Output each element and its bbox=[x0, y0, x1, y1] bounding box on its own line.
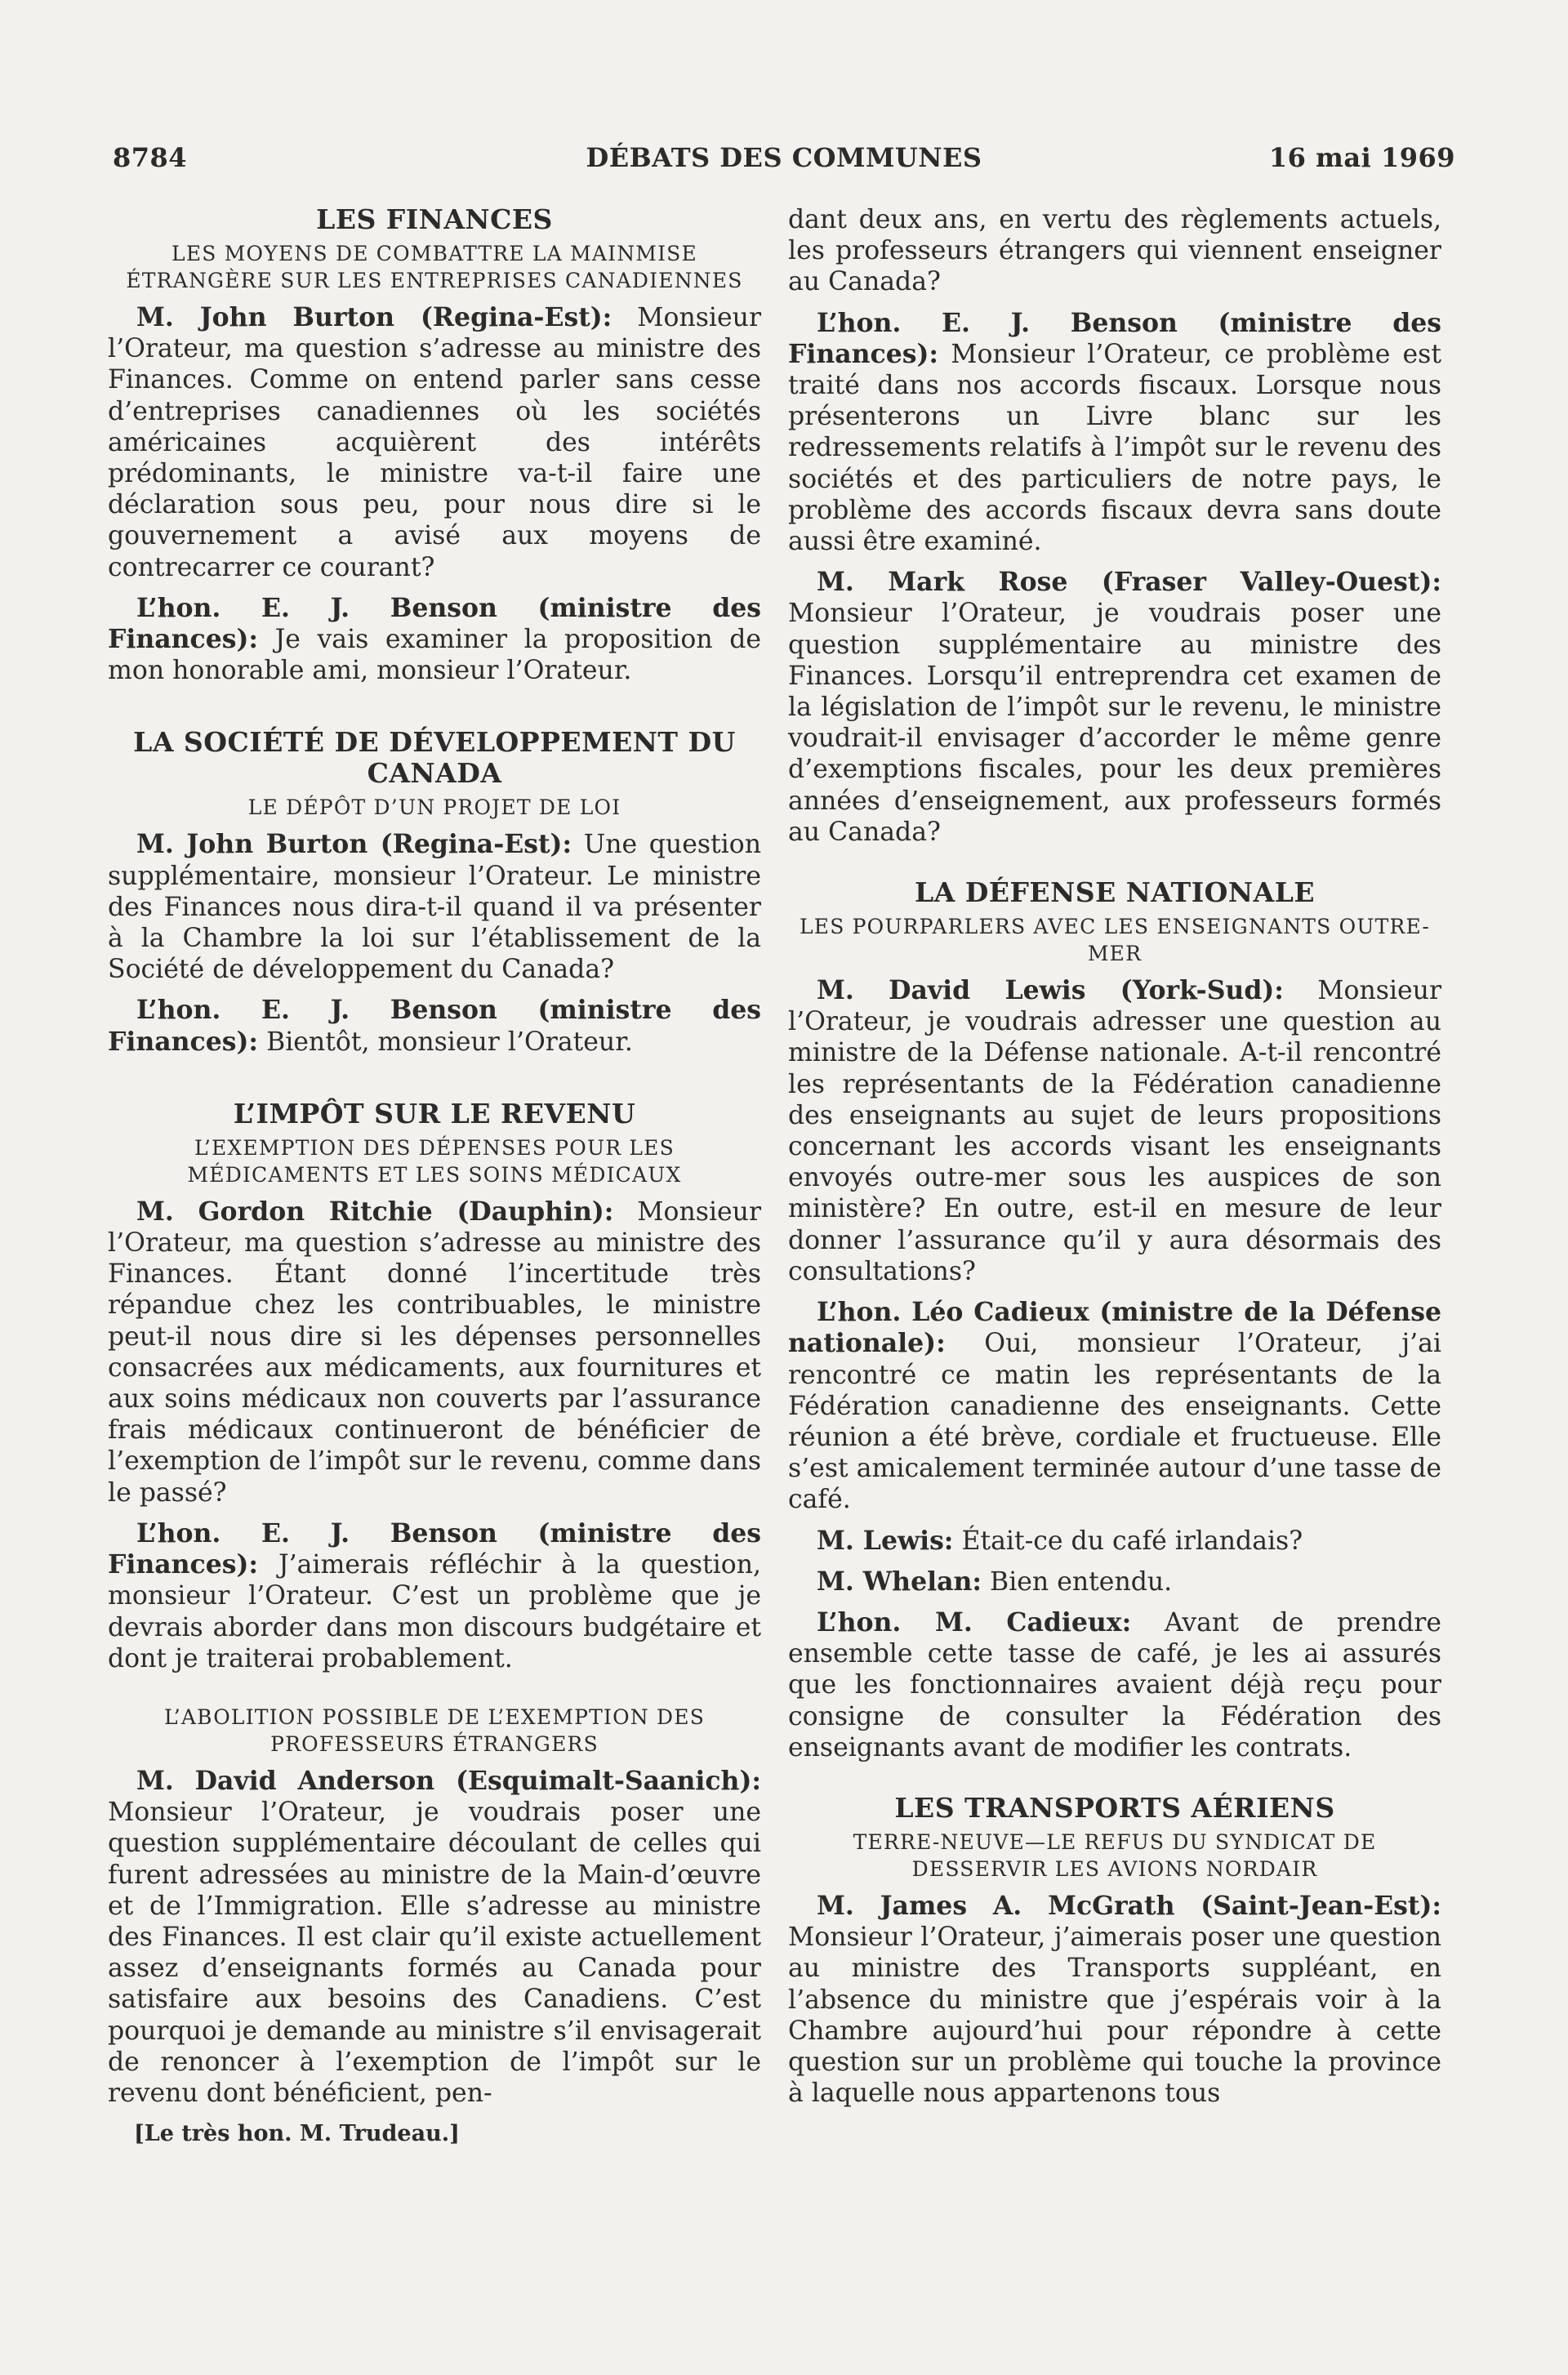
speaker: L’hon. M. Cadieux: bbox=[817, 1606, 1132, 1638]
page-header bbox=[113, 139, 1455, 176]
speech: Monsieur l’Orateur, je voudrais poser une question supplémentaire au ministre des Finances. Lorsqu’il entreprendra cet examen de la législation de l’impôt sur le revenu, le ministre voudrait-il envisager d’accorder le même genre d’exemptions fiscales, pour les deux premières années d’enseignement, aux professeurs formés au Canada? bbox=[788, 599, 1441, 847]
paragraph bbox=[108, 302, 761, 583]
paragraph bbox=[788, 1607, 1441, 1763]
section-heading: LA DÉFENSE NATIONALE bbox=[914, 876, 1316, 909]
speech: J’aimerais réfléchir à la question, monsieur l’Orateur. C’est un problème que je devrais aborder dans mon discours budgétaire et dont je traiterai probablement. bbox=[108, 1550, 761, 1673]
speech: Je vais examiner la proposition de mon honorable ami, monsieur l’Orateur. bbox=[108, 625, 761, 686]
left-column bbox=[108, 204, 761, 2150]
speaker: L’hon. E. J. Benson (ministre des Finances): bbox=[108, 592, 761, 655]
speaker: M. Mark Rose (Fraser Valley-Ouest): bbox=[817, 567, 1441, 598]
speech: Une question supplémentaire, monsieur l’Orateur. Le ministre des Finances nous dira-t-il quand il va présenter à la Chambre la loi sur l’établissement de la Société de développement du Canada? bbox=[108, 830, 761, 985]
section-heading: LA SOCIÉTÉ DE DÉVELOPPEMENT DU CANADA bbox=[133, 726, 736, 790]
speech: Bien entendu. bbox=[990, 1566, 1173, 1597]
speaker: M. John Burton (Regina-Est): bbox=[136, 829, 572, 860]
speech: Oui, monsieur l’Orateur, j’ai rencontré ce matin les représentants de la Fédération canadienne des enseignants. Cette réunion a été brève, cordiale et fructueuse. Elle s’est amicalement terminée autour d’une tasse de café. bbox=[788, 1329, 1441, 1515]
section-subheading: LES MOYENS DE COMBATTRE LA MAINMISE ÉTRANGÈRE SUR LES ENTREPRISES CANADIENNES bbox=[126, 242, 743, 292]
footnote: [Le très hon. M. Trudeau.] bbox=[134, 2121, 460, 2147]
paragraph bbox=[788, 975, 1441, 1287]
section-subheading: L’ABOLITION POSSIBLE DE L’EXEMPTION DES PROFESSEURS ÉTRANGERS bbox=[163, 1704, 706, 1756]
speaker: L’hon. Léo Cadieux (ministre de la Défense nationale): bbox=[788, 1297, 1441, 1359]
speaker: L’hon. E. J. Benson (ministre des Finances): bbox=[108, 995, 761, 1057]
paragraph bbox=[788, 1891, 1441, 2109]
speech: Monsieur l’Orateur, je voudrais adresser une question au ministre de la Défense nationale. A-t-il rencontré les représentants de la Fédération canadienne des enseignants au sujet de leurs propositions concernant les accords visant les enseignants envoyés outre-mer sous les auspices de son ministère? En outre, est-il en mesure de leur donner l’assurance qu’il y aura désormais des consultations? bbox=[788, 976, 1442, 1286]
speech: Monsieur l’Orateur, ma question s’adresse au ministre des Finances. Comme on entend parler sans cesse d’entreprises canadiennes où les sociétés américaines acquièrent des intérêts prédominants, le ministre va-t-il faire une déclaration sous peu, pour nous dire si le gouvernement a avisé aux moyens de contrecarrer ce courant? bbox=[108, 303, 761, 582]
issue-date: 16 mai 1969 bbox=[1268, 142, 1455, 173]
publication-title: DÉBATS DES COMMUNES bbox=[586, 142, 982, 173]
paragraph bbox=[108, 593, 761, 687]
speaker: L’hon. E. J. Benson (ministre des Finances): bbox=[788, 307, 1441, 369]
right-column bbox=[788, 204, 1441, 2119]
section-heading: L’IMPÔT SUR LE REVENU bbox=[233, 1097, 636, 1130]
paragraph bbox=[788, 1566, 1441, 1597]
paragraph bbox=[108, 1766, 761, 2109]
speaker: M. David Lewis (York-Sud): bbox=[817, 975, 1284, 1006]
speech: Était-ce du café irlandais? bbox=[961, 1526, 1303, 1556]
paragraph bbox=[108, 829, 761, 985]
speech: Monsieur l’Orateur, j’aimerais poser une question au ministre des Transports suppléant, en l’absence du ministre que j’espérais voir à la Chambre aujourd’hui pour répondre à cette question sur un problème qui touche la province à laquelle nous appartenons tous bbox=[788, 1923, 1441, 2109]
section-heading: LES FINANCES bbox=[316, 203, 553, 235]
paragraph bbox=[788, 567, 1441, 848]
speech: Monsieur l’Orateur, je voudrais poser une question supplémentaire découlant de celles qui furent adressées au ministre de la Main-d’œuvre et de l’Immigration. Elle s’adresse au ministre des Finances. Il est clair qu’il existe actuellement assez d’enseignants formés au Canada pour satisfaire aux besoins des Canadiens. C’est pourquoi je demande au ministre s’il envisagerait de renoncer à l’exemption de l’impôt sur le revenu dont bénéficient, pen- bbox=[108, 1798, 761, 2108]
speaker: M. Lewis: bbox=[817, 1525, 954, 1556]
paragraph bbox=[108, 995, 761, 1057]
speaker: M. Gordon Ritchie (Dauphin): bbox=[136, 1196, 614, 1227]
speech: Avant de prendre ensemble cette tasse de café, je les ai assurés que les fonctionnaires avaient déjà reçu pour consigne de consulter la Fédération des enseignants avant de modifier les contrats. bbox=[788, 1607, 1441, 1762]
speaker: L’hon. E. J. Benson (ministre des Finances): bbox=[108, 1517, 761, 1580]
speech: Bientôt, monsieur l’Orateur. bbox=[266, 1027, 633, 1057]
speaker: M. Whelan: bbox=[817, 1566, 982, 1597]
speech: Monsieur l’Orateur, ma question s’adresse au ministre des Finances. Étant donné l’incertitude très répandue chez les contribuables, le ministre peut-il nous dire si les dépenses personnelles consacrées aux médicaments, aux fournitures et aux soins médicaux non couverts par l’assurance frais médicaux continueront de bénéficier de l’exemption de l’impôt sur le revenu, comme dans le passé? bbox=[108, 1196, 762, 1508]
section-subheading: LE DÉPÔT D’UN PROJET DE LOI bbox=[247, 795, 621, 820]
speaker: M. John Burton (Regina-Est): bbox=[136, 302, 612, 332]
page-number: 8784 bbox=[113, 142, 188, 173]
paragraph bbox=[788, 1526, 1441, 1557]
paragraph-continuation: dant deux ans, en vertu des règlements actuels, les professeurs étrangers qui viennent enseigner au Canada? bbox=[788, 205, 1441, 297]
speech: Monsieur l’Orateur, ce problème est traité dans nos accords fiscaux. Lorsque nous présenterons un Livre blanc sur les redressements relatifs à l’impôt sur le revenu des sociétés et des particuliers de notre pays, le problème des accords fiscaux devra sans doute aussi être examiné. bbox=[788, 339, 1442, 557]
paragraph bbox=[788, 308, 1441, 558]
section-subheading: LES POURPARLERS AVEC LES ENSEIGNANTS OUTRE-MER bbox=[799, 915, 1431, 966]
speaker: M. David Anderson (Esquimalt-Saanich): bbox=[136, 1765, 761, 1796]
paragraph bbox=[108, 1196, 761, 1508]
section-heading: LES TRANSPORTS AÉRIENS bbox=[894, 1791, 1335, 1824]
section-subheading: L’EXEMPTION DES DÉPENSES POUR LES MÉDICAMENTS ET LES SOINS MÉDICAUX bbox=[187, 1135, 682, 1187]
paragraph bbox=[108, 1518, 761, 1674]
speaker: M. James A. McGrath (Saint-Jean-Est): bbox=[817, 1890, 1441, 1921]
section-subheading: TERRE-NEUVE—LE REFUS DU SYNDICAT DE DESSERVIR LES AVIONS NORDAIR bbox=[853, 1829, 1377, 1881]
paragraph bbox=[788, 1297, 1441, 1515]
